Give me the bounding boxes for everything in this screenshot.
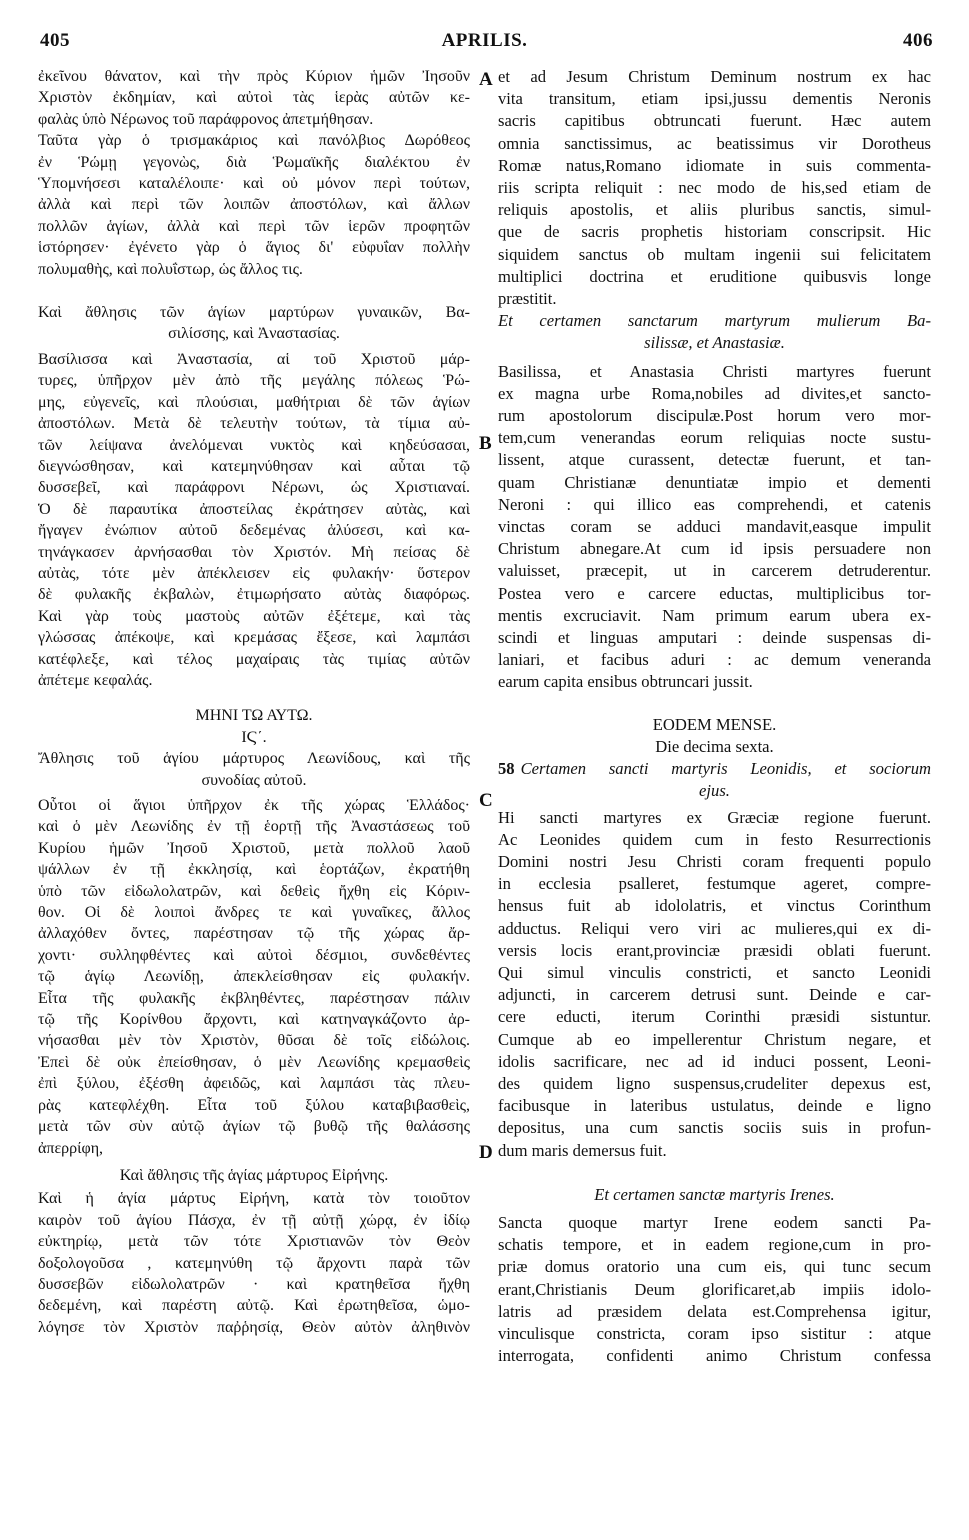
line-text: facibusque in lateribus ustulatus, deinde e ligno	[498, 1096, 931, 1116]
greek-text-line	[38, 66, 470, 87]
line-text: præstitit.	[498, 289, 557, 309]
running-title: APRILIS.	[441, 30, 528, 51]
page-header	[0, 30, 969, 60]
greek-text-line	[38, 770, 470, 791]
latin-text-line	[498, 110, 931, 132]
line-text: αὐτὰς, τότε μὲν ἀπέκλεισεν εἰς φυλακήν· ὕστερον	[38, 564, 470, 582]
latin-text-line	[498, 383, 931, 405]
line-text: δοξολογοῦσα , κατεμηνύθη τῷ ἄρχοντι παρὰ τῶν	[38, 1254, 470, 1272]
line-text: schatis tempore, et in eadem regione,cum in pro-	[498, 1235, 931, 1255]
line-text: Et certamen sanctarum martyrum mulierum Ba-	[498, 311, 931, 331]
line-text: Χριστὸν ἐκδημίαν, καὶ αὐτοὶ τὰς ἱερὰς αὐτῶν κε-	[38, 89, 470, 107]
line-text: riis scripta reliquit : nec modo de his,sed etiam de	[498, 178, 931, 198]
line-text: καιρὸν τοῦ ἁγίου Πάσχα, ἐν τῇ αὐτῇ χώρᾳ, ἐν ἰδίῳ	[38, 1211, 470, 1229]
line-text: τῷ τῆς Κορίνθου ἄρχοντι, καὶ κατηναγκάζοντο ἀρ-	[38, 1011, 470, 1029]
line-text: ἀλλὰ καὶ περὶ τῶν λοιπῶν ἀποστόλων, καὶ ἄλλων	[38, 196, 470, 214]
line-text: ἐπὶ ξύλου, ἐξέσθη ἀφειδῶς, καὶ λαμπάσι τὰς πλευ-	[38, 1075, 470, 1093]
line-text: dum maris demersus fuit.	[498, 1140, 667, 1160]
greek-text-line	[38, 87, 470, 108]
latin-text-line	[498, 851, 931, 873]
latin-text-line	[498, 494, 931, 516]
line-text: Καὶ ἄθλησις τῶν ἁγίων μαρτύρων γυναικῶν, Βα-	[38, 304, 470, 322]
line-text: Ταῦτα γὰρ ὁ τρισμακάριος καὶ πανόλβιος Δωρόθεος	[38, 132, 470, 150]
greek-text-line	[38, 370, 470, 391]
greek-text-line	[38, 1317, 470, 1338]
line-text: ἀλλαχόθεν ὄντες, παρέστησαν τῷ τῆς χώρας ἄρ-	[38, 925, 470, 943]
latin-text-line	[498, 361, 931, 383]
greek-text-line	[38, 259, 470, 280]
line-text: Καὶ ἄθλησις τῆς ἁγίας μάρτυρος Εἰρήνης.	[119, 1166, 389, 1184]
greek-text-line	[38, 520, 470, 541]
greek-text-line	[38, 816, 470, 837]
margin-marker-a: A	[479, 69, 493, 90]
line-text: in ecclesia psalleret, festumque ageret, compre-	[498, 874, 931, 894]
latin-text-line	[498, 199, 931, 221]
latin-text-line	[498, 1006, 931, 1028]
line-text: adductus. Reliqui vero viri ac mulieres,qui ex di-	[498, 918, 931, 938]
line-text: δὲ φυλακῆς ἐκβαλὼν, ἐτιμωρήσατο αὐτὰς διαφόρως.	[38, 586, 470, 604]
line-text: valuisset, præcepit, ut in carcerem detruderentur.	[498, 561, 931, 581]
spacer	[38, 691, 470, 705]
latin-text-line	[498, 736, 931, 758]
margin-marker-d: D	[479, 1142, 493, 1163]
line-text: ψάλλων ἐν τῇ ἐκκλησίᾳ, καὶ ἑορτάζων, ἐκρατήθη	[38, 861, 470, 879]
line-text: μετὰ τῶν σὺν αὐτῷ ἁγίων τῷ βυθῷ τῆς θαλάσσης	[38, 1118, 470, 1136]
line-text: Καὶ ἡ ἁγία μάρτυς Εἰρήνη, κατὰ τὸν τοιοῦτον	[38, 1190, 470, 1208]
latin-column	[498, 66, 931, 1367]
line-text: τηνάγκασεν ἀρνήσασθαι τὸν Χριστόν. Μὴ πείσας δὲ	[38, 543, 470, 561]
line-text: δεδεμένη, καὶ παρέστη αὐτῷ. Καὶ ἐρωτηθεῖσα, ὡμο-	[38, 1297, 470, 1315]
greek-text-line	[38, 584, 470, 605]
greek-text-line	[38, 748, 470, 769]
line-text: vinctas coram se adduci mandavit,easque impulit	[498, 517, 931, 537]
greek-text-line	[38, 1030, 470, 1051]
line-text: sacris capitibus obtruncati fuerunt. Hæc autem	[498, 111, 931, 131]
greek-text-line	[38, 1253, 470, 1274]
line-text: Romæ natus,Romano idiomate in suis commenta-	[498, 155, 931, 175]
latin-text-line	[498, 449, 931, 471]
line-text: versis locis erant,provinciæ præsidi oblati fuerunt.	[498, 940, 931, 960]
line-text: Basilissa, et Anastasia Christi martyres fuerunt	[498, 361, 931, 381]
greek-text-line	[38, 988, 470, 1009]
greek-text-line	[38, 649, 470, 670]
line-text: κατέφλεξε, καὶ τέλος μαχαίραις τὰς τιμίας αὐτῶν	[38, 650, 470, 668]
greek-text-line	[38, 392, 470, 413]
line-text: quam Christianæ denuntiatæ impio et dementi	[498, 472, 931, 492]
line-text: ἱστόρησεν· ἐγένετο γὰρ ὁ ἅγιος δι' εὐφυΐαν πολλὴν	[38, 239, 470, 257]
greek-text-line	[38, 323, 470, 344]
line-text: priæ domus oratorio una cum eis, qui tunc secum	[498, 1257, 931, 1277]
greek-column	[38, 66, 470, 1338]
latin-text-line	[498, 310, 931, 332]
line-text: Βασίλισσα καὶ Ἀναστασία, αἱ τοῦ Χριστοῦ μάρ-	[38, 350, 470, 368]
greek-text-line	[38, 606, 470, 627]
latin-text-line	[498, 1117, 931, 1139]
line-text: καὶ ὁ μὲν Λεωνίδης ἐν τῇ ἑορτῇ τῆς Ἀναστάσεως τοῦ	[38, 818, 470, 836]
line-text: siquidem sanctus ob multam ingenii sui felicitatem	[498, 244, 931, 264]
latin-text-line	[498, 1051, 931, 1073]
greek-text-line	[38, 838, 470, 859]
line-text: silissæ, et Anastasiæ.	[644, 333, 785, 353]
line-text: Qui simul vinculis constricti, et sancto Leonidi	[498, 962, 931, 982]
latin-text-line	[498, 155, 931, 177]
line-text: latris ad præsidem delata est.Comprehensa igitur,	[498, 1301, 931, 1321]
line-text: omnia sanctissimus, ac beatissimus vir Dorotheus	[498, 133, 931, 153]
line-text: εὐκτηρίῳ, μετὰ τῶν τότε Χριστιανῶν τὸν Θεὸν	[38, 1233, 470, 1251]
greek-text-line	[38, 945, 470, 966]
latin-text-line	[498, 1212, 931, 1234]
greek-text-line	[38, 966, 470, 987]
greek-text-line	[38, 542, 470, 563]
line-text: σιλίσσης, καὶ Ἀναστασίας.	[168, 325, 340, 343]
latin-text-line	[498, 807, 931, 829]
latin-text-line	[498, 88, 931, 110]
line-text: rum apostolorum discipulæ.Post horum vero mor-	[498, 406, 931, 426]
line-text: ὑπὸ τῶν εἰδωλολατρῶν, καὶ δεθεὶς ἤχθη εἰς Κόριν-	[38, 882, 470, 900]
latin-text-line	[498, 1323, 931, 1345]
line-text: Εἶτα τῆς φυλακῆς ἐκβληθέντες, παρέστησαν πάλιν	[38, 989, 470, 1007]
margin-marker-b: B	[479, 433, 492, 454]
latin-text-line	[498, 1073, 931, 1095]
line-text: et ad Jesum Christum Deminum nostrum ex hac	[498, 67, 931, 86]
greek-text-line	[38, 1095, 470, 1116]
margin-marker-c: C	[479, 790, 493, 811]
line-text: θον. Οἱ δὲ λοιποὶ ἄνδρες τε καὶ γυναῖκες, ἄλλος	[38, 904, 470, 922]
greek-text-line	[38, 1165, 470, 1186]
latin-text-line	[498, 714, 931, 736]
line-text: scindi et linguas amputari : deinde suspensas di-	[498, 628, 931, 648]
greek-text-line	[38, 705, 470, 726]
latin-text-line	[498, 1029, 931, 1051]
latin-text-line	[498, 516, 931, 538]
line-text: ex magna urbe Roma,nobiles ad divites,et sancto-	[498, 383, 931, 403]
greek-text-line	[38, 477, 470, 498]
line-text: Cumque ab eo impellerentur Christum negare, et	[498, 1029, 931, 1049]
line-text: Ac Leonides quidem cum in festo Resurrectionis	[498, 829, 931, 849]
line-text: erant,Christianis Deum glorificaret,ab impiis idolo-	[498, 1279, 931, 1299]
right-page-number: 406	[903, 30, 933, 51]
line-text: ἀποστόλων. Μετὰ δὲ τελευτὴν τούτων, τὰ τίμια αὐ-	[38, 415, 470, 433]
line-text: vinculisque constricta, coram ipso sistitur : atque	[498, 1323, 931, 1343]
latin-text-line	[498, 66, 931, 88]
latin-text-line	[498, 1256, 931, 1278]
latin-text-line	[498, 829, 931, 851]
line-text: earum capita ensibus obtruncari jussit.	[498, 672, 753, 692]
line-text: adjuncti, in carcerem detrusi sunt. Deinde e car-	[498, 985, 931, 1005]
greek-text-line	[38, 194, 470, 215]
line-text: hensus fuit ab idololatris, et vinctus Corinthum	[498, 896, 931, 916]
greek-text-line	[38, 302, 470, 323]
line-text: Ἐπεὶ δὲ οὐκ ἐπείσθησαν, ὁ μὲν Λεωνίδης κρεμασθεὶς	[38, 1053, 470, 1071]
greek-text-line	[38, 1052, 470, 1073]
latin-text-line	[498, 472, 931, 494]
line-text: τῶν λείψανα ἀνελόμεναι νυκτὸς καὶ κηδεύσασαι,	[38, 436, 470, 454]
latin-text-line	[498, 984, 931, 1006]
latin-text-line	[498, 560, 931, 582]
line-text: πολλῶν ἁγίων, ἀλλὰ καὶ περὶ τῶν ἱερῶν προφητῶν	[38, 217, 470, 235]
latin-text-line	[498, 266, 931, 288]
line-text: lissent, atque curassent, detectæ fuerunt, et tan-	[498, 450, 931, 470]
greek-text-line	[38, 881, 470, 902]
latin-text-line	[498, 1184, 931, 1206]
line-text: Domini nostri Jesu Christi coram frequenti populo	[498, 851, 931, 871]
line-text: τυρες, ὑπῆρχον μὲν ἀπὸ τῆς μεγάλης πόλεως Ῥώ-	[38, 372, 470, 390]
line-text: τῷ ἁγίῳ Λεωνίδῃ, ἀπεκλείσθησαν εἰς φυλακήν.	[38, 968, 470, 986]
line-text: Hi sancti martyres ex Græciæ regione fuerunt.	[498, 807, 931, 827]
latin-text-line	[498, 1095, 931, 1117]
line-text: Postea vero e carcere eductas, multiplicibus tor-	[498, 583, 931, 603]
latin-text-line	[498, 177, 931, 199]
greek-text-line	[38, 670, 470, 691]
greek-text-line	[38, 627, 470, 648]
latin-text-line	[498, 133, 931, 155]
line-text: λόγησε τὸν Χριστὸν παῤῥησίᾳ, Θεὸν αὐτὸν ἀληθινὸν	[38, 1318, 470, 1336]
line-text: ἐκεῖνου θάνατον, καὶ τὴν πρὸς Κύριον ἡμῶν Ἰησοῦν	[38, 68, 470, 85]
greek-text-line	[38, 1295, 470, 1316]
latin-text-line	[498, 873, 931, 895]
latin-text-line	[498, 332, 931, 354]
latin-text-line	[498, 538, 931, 560]
greek-text-line	[38, 923, 470, 944]
line-text: Ἄθλησις τοῦ ἁγίου μάρτυρος Λεωνίδους, καὶ τῆς	[38, 750, 470, 768]
greek-text-line	[38, 237, 470, 258]
greek-text-line	[38, 1188, 470, 1209]
spacer	[498, 1162, 931, 1184]
greek-text-line	[38, 349, 470, 370]
line-text: Κυρίου ἡμῶν Ἰησοῦ Χριστοῦ, μετὰ πολλοῦ λαοῦ	[38, 839, 470, 857]
line-text: φαλὰς ὑπὸ Νέρωνος τοῦ παράφρονος ἀπετμήθησαν.	[38, 110, 374, 128]
greek-text-line	[38, 499, 470, 520]
line-text: cere educti, iterum Corinthi præsidi sistuntur.	[498, 1007, 931, 1027]
latin-text-line	[498, 962, 931, 984]
line-text: Καὶ γὰρ τοὺς μαστοὺς αὐτῶν ἐξέτεμε, καὶ τὰς	[38, 607, 470, 625]
greek-text-line	[38, 216, 470, 237]
line-text: πολυμαθὴς, καὶ πολυΐστωρ, ὡς ἄλλος τις.	[38, 260, 303, 278]
latin-text-line	[498, 1345, 931, 1367]
line-text: Certamen sancti martyris Leonidis, et sociorum	[520, 759, 931, 779]
greek-text-line	[38, 1274, 470, 1295]
latin-text-line	[498, 671, 931, 693]
greek-text-line	[38, 1138, 470, 1159]
latin-text-line	[498, 405, 931, 427]
line-text: interrogata, confidenti animo Christum confessa	[498, 1346, 931, 1366]
greek-text-line	[38, 173, 470, 194]
line-text: δυσσεβῶν εἰδωλολατρῶν · καὶ κρατηθεῖσα ἤχθη	[38, 1275, 470, 1293]
line-text: Neroni : qui illico eas comprehendi, et catenis	[498, 494, 931, 514]
latin-text-line	[498, 1279, 931, 1301]
latin-text-line	[498, 583, 931, 605]
line-text: idolis sacrificare, nec ad id induci possent, Leoni-	[498, 1051, 931, 1071]
latin-text-line	[498, 605, 931, 627]
line-text: reliquis apostolis, et aliis pluribus sanctis, simul-	[498, 200, 931, 220]
line-text: νήσασθαι μὲν τὸν Χριστὸν, θῦσαι δὲ τοῖς εἰδώλοις.	[38, 1032, 470, 1050]
line-text: Ὁ δὲ παραυτίκα ἀποστείλας ἐκράτησεν αὐτὰς, καὶ	[38, 500, 470, 518]
line-text: tem,cum venerandas eorum reliquias nocte sustu-	[498, 428, 931, 448]
latin-text-line	[498, 221, 931, 243]
line-text: Christum abnegare.At cum id ipsis persuadere non	[498, 539, 931, 559]
greek-text-line	[38, 1231, 470, 1252]
line-text: δυσσεβεῖ, καὶ παράφρονι Νέρωνι, ὡς Χριστιαναί.	[38, 479, 470, 497]
line-text: ἀπέτεμε κεφαλάς.	[38, 671, 153, 689]
greek-text-line	[38, 795, 470, 816]
latin-text-line	[498, 1234, 931, 1256]
greek-text-line	[38, 1073, 470, 1094]
line-text: mentis excruciavit. Nam primum earum ubera ex-	[498, 605, 931, 625]
line-text: ἀπερρίφη,	[38, 1139, 104, 1157]
line-text: γλώσσας ἀπέκοψε, καὶ κρεμάσας ἔξεσε, καὶ λαμπάσι	[38, 629, 470, 647]
line-text: EODEM MENSE.	[652, 714, 777, 734]
greek-text-line	[38, 902, 470, 923]
greek-text-line	[38, 152, 470, 173]
greek-text-line	[38, 130, 470, 151]
line-text: διεγνώσθησαν, καὶ κατεμηνύθησαν καὶ αὗται τῷ	[38, 457, 470, 475]
latin-text-line	[498, 758, 931, 780]
line-text: Et certamen sanctæ martyris Irenes.	[594, 1184, 835, 1204]
latin-text-line	[498, 940, 931, 962]
latin-text-line	[498, 1140, 931, 1162]
line-text: des quidem ligno suspensus,crudeliter depexus est,	[498, 1073, 931, 1093]
line-text: ΙϚ΄.	[241, 728, 267, 746]
latin-text-line	[498, 895, 931, 917]
greek-text-line	[38, 859, 470, 880]
line-text: Sancta quoque martyr Irene eodem sancti Pa-	[498, 1212, 931, 1232]
line-text: ejus.	[699, 781, 730, 801]
line-text: μης, εὐγενεῖς, καὶ πλούσιαι, μαθήτριαι δὲ τῶν ἁγίων	[38, 393, 470, 411]
section-number: 58	[498, 759, 515, 779]
line-text: ΜΗΝΙ ΤΩ ΑΥΤΩ.	[195, 707, 313, 725]
greek-text-line	[38, 413, 470, 434]
greek-text-line	[38, 456, 470, 477]
line-text: laniari, et facibus aduri : ac demum veneranda	[498, 650, 931, 670]
line-text: depositus, una cum sanctis sociis suis in profun-	[498, 1118, 931, 1138]
greek-text-line	[38, 435, 470, 456]
greek-text-line	[38, 1210, 470, 1231]
line-text: multiplici doctrina et eruditione quibusvis longe	[498, 266, 931, 286]
latin-text-line	[498, 649, 931, 671]
latin-text-line	[498, 780, 931, 802]
spacer	[38, 280, 470, 302]
latin-text-line	[498, 918, 931, 940]
line-text: Ὑπομνήσεσι καταλέλοιπε· καὶ οὐ μόνον περὶ τούτων,	[38, 175, 470, 193]
greek-text-line	[38, 1116, 470, 1137]
line-text: ρὰς κατεφλέχθη. Εἶτα τοῦ ξύλου καταβιβασθεὶς,	[38, 1096, 470, 1114]
line-text: vita transitum, etiam ipsi,jussu dementis Neronis	[498, 89, 931, 109]
line-text: ἐν Ῥώμῃ γεγονὼς, διὰ Ῥωμαϊκῆς διαλέκτου ἐν	[38, 153, 470, 171]
latin-text-line	[498, 288, 931, 310]
line-text: que de sacris prophetis historiam conscripsit. Hic	[498, 222, 931, 242]
greek-text-line	[38, 727, 470, 748]
greek-text-line	[38, 109, 470, 130]
spacer	[498, 694, 931, 714]
greek-text-line	[38, 563, 470, 584]
line-text: Οὗτοι οἱ ἅγιοι ὑπῆρχον ἐκ τῆς χώρας Ἑλλάδος·	[38, 797, 470, 814]
latin-text-line	[498, 427, 931, 449]
latin-text-line	[498, 1301, 931, 1323]
greek-text-line	[38, 1009, 470, 1030]
line-text: ἤγαγεν ἐνώπιον αὐτοῦ δεδεμένας ἁλύσεσι, καὶ κα-	[38, 522, 470, 540]
line-text: Die decima sexta.	[655, 736, 774, 756]
latin-text-line	[498, 627, 931, 649]
left-page-number: 405	[40, 30, 70, 51]
line-text: συνοδίας αὐτοῦ.	[201, 771, 307, 789]
line-text: χοντι· συλληφθέντες καὶ αὐτοὶ δέσμιοι, συνδεθέντες	[38, 946, 470, 964]
latin-text-line	[498, 244, 931, 266]
